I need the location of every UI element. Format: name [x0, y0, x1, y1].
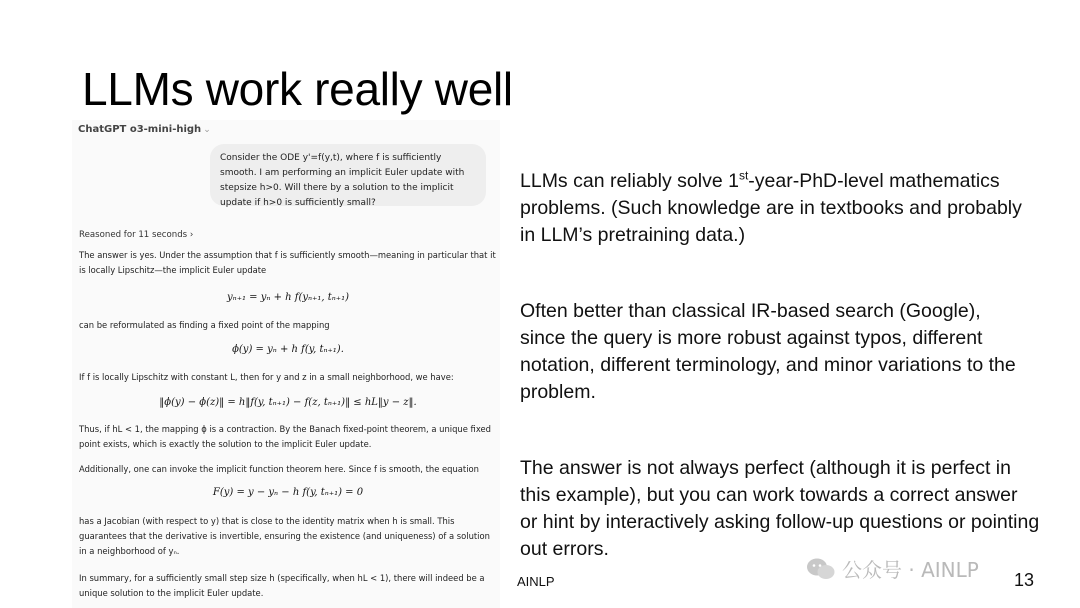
- response-paragraph-3: If f is locally Lipschitz with constant L, then for y and z in a small neighborhood, we have:: [79, 372, 454, 382]
- bullet-point-2: Often better than classical IR-based search (Google), since the query is more robust against typos, different notation, different terminology, and minor variations to the problem.: [520, 300, 1016, 403]
- model-name: ChatGPT o3-mini-high: [78, 124, 202, 135]
- response-paragraph-5: Additionally, one can invoke the implicit function theorem here. Since f is smooth, the equation: [79, 464, 479, 474]
- response-paragraph-6: has a Jacobian (with respect to y) that is close to the identity matrix when h is small. This guarantees that the derivative is invertible, ensuring the existence (and uniqueness) of a solution in a neighborhood of yₙ.: [79, 516, 490, 556]
- bullet-point-1-post: -year-PhD-level mathematics problems. (Such knowledge are in textbooks and probably in LLM’s pretraining data.): [520, 170, 1022, 246]
- watermark-text: 公众号 · AINLP: [842, 558, 979, 582]
- equation-mapping: ϕ(y) = yₙ + h f(y, tₙ₊₁).: [232, 344, 344, 355]
- response-paragraph-1: The answer is yes. Under the assumption that f is sufficiently smooth—meaning in particular that it is locally Lipschitz—the implicit Euler update: [79, 250, 496, 275]
- response-paragraph-2: can be reformulated as finding a fixed point of the mapping: [79, 320, 330, 330]
- equation-implicit-euler: yₙ₊₁ = yₙ + h f(yₙ₊₁, tₙ₊₁): [227, 292, 349, 303]
- page-number: 13: [1014, 570, 1035, 590]
- chat-screenshot: [72, 120, 500, 608]
- user-prompt-bubble: Consider the ODE y'=f(y,t), where f is sufficiently smooth. I am performing an implicit Euler update with stepsize h>0. Will there by a solution to the implicit update if h>0 is sufficiently small?: [210, 144, 486, 206]
- response-paragraph-4: Thus, if hL < 1, the mapping ϕ is a contraction. By the Banach fixed-point theorem, a unique fixed point exists, which is exactly the solution to the implicit Euler update.: [79, 424, 491, 449]
- footer-label: AINLP: [517, 574, 555, 589]
- wechat-icon: [806, 557, 836, 581]
- equation-jacobian: F(y) = y − yₙ − h f(y, tₙ₊₁) = 0: [212, 487, 364, 498]
- reasoned-toggle[interactable]: Reasoned for 11 seconds ›: [79, 230, 194, 240]
- bullet-point-1-pre: LLMs can reliably solve 1: [520, 170, 739, 192]
- bullet-point-1: [520, 168, 1032, 249]
- equation-lipschitz: ‖ϕ(y) − ϕ(z)‖ = h‖f(y, tₙ₊₁) − f(z, tₙ₊₁)‖ ≤ hL‖y − z‖.: [159, 397, 417, 408]
- slide-title: LLMs work really well: [82, 63, 513, 115]
- bullet-point-3: The answer is not always perfect (although it is perfect in this example), but you can work towards a correct answer or hint by interactively asking follow-up questions or pointing out errors.: [520, 457, 1040, 560]
- watermark: [806, 554, 979, 583]
- chevron-down-icon: ⌄: [203, 125, 211, 135]
- response-paragraph-7: In summary, for a sufficiently small step size h (specifically, when hL < 1), there will indeed be a unique solution to the implicit Euler update.: [79, 573, 485, 598]
- bullet-point-1-sup: st: [738, 168, 749, 183]
- model-selector[interactable]: [78, 124, 211, 135]
